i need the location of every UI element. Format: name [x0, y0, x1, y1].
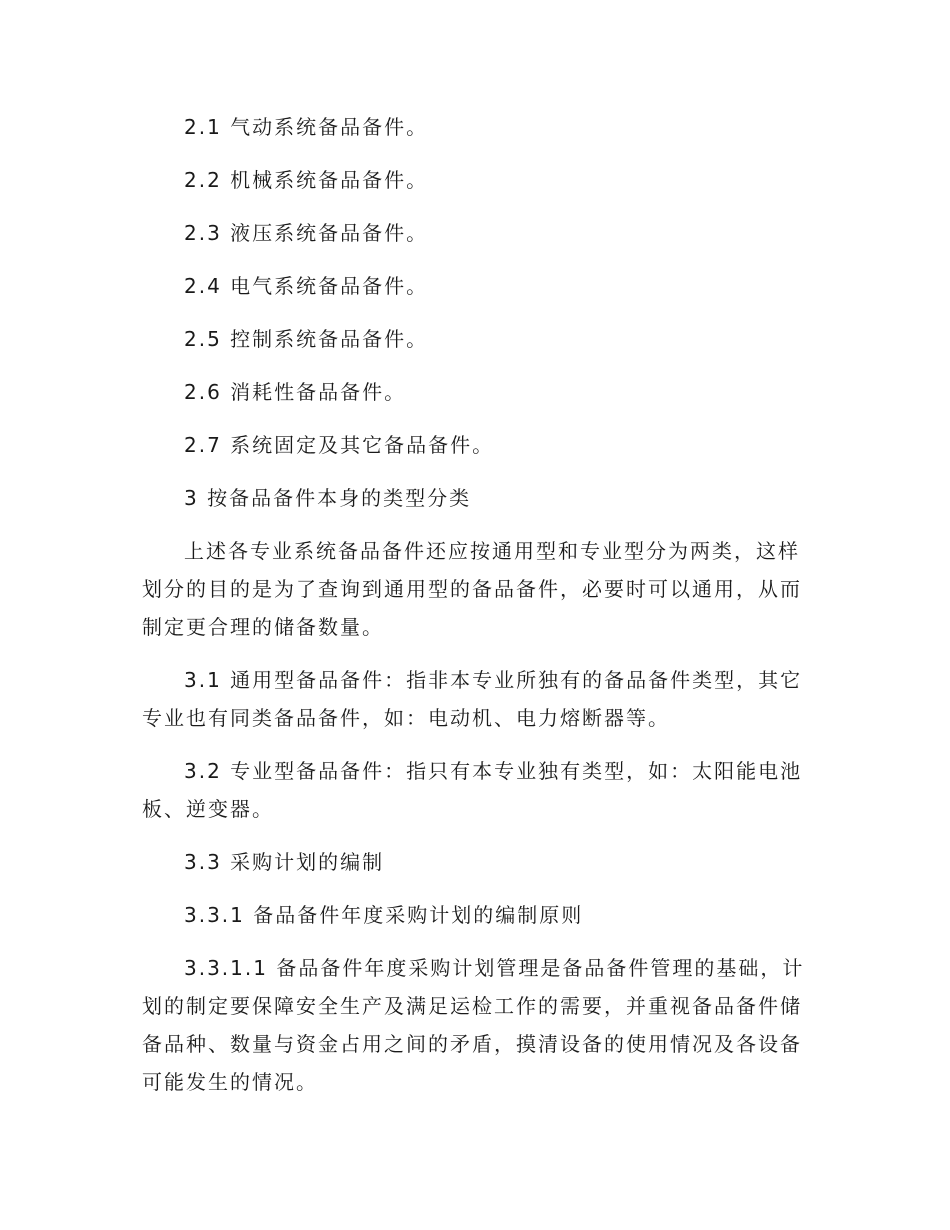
list-item-2-4: 2.4 电气系统备品备件。	[184, 274, 429, 298]
paragraph-line: 3.2 专业型备品备件：指只有本专业独有类型，如：太阳能电池	[184, 759, 803, 783]
paragraph-classification-note	[142, 532, 807, 646]
list-item-2-5: 2.5 控制系统备品备件。	[184, 327, 429, 351]
list-item-2-1: 2.1 气动系统备品备件。	[184, 115, 429, 139]
paragraph-line: 划分的目的是为了查询到通用型的备品备件，必要时可以通用，从而	[142, 577, 802, 601]
section-heading-3: 3 按备品备件本身的类型分类	[184, 486, 472, 510]
paragraph-line: 可能发生的情况。	[142, 1070, 318, 1094]
paragraph-line: 3.3.1.1 备品备件年度采购计划管理是备品备件管理的基础，计	[184, 956, 805, 980]
paragraph-general-parts	[142, 661, 807, 737]
paragraph-line: 板、逆变器。	[142, 797, 274, 821]
paragraph-line: 备品种、数量与资金占用之间的矛盾，摸清设备的使用情况及各设备	[142, 1032, 802, 1056]
paragraph-line: 上述各专业系统备品备件还应按通用型和专业型分为两类，这样	[184, 539, 800, 563]
paragraph-line: 划的制定要保障安全生产及满足运检工作的需要，并重视备品备件储	[142, 994, 802, 1018]
section-heading-3-3: 3.3 采购计划的编制	[184, 850, 385, 874]
list-item-2-7: 2.7 系统固定及其它备品备件。	[184, 433, 495, 457]
paragraph-annual-plan	[142, 949, 807, 1101]
list-item-2-2: 2.2 机械系统备品备件。	[184, 168, 429, 192]
paragraph-line: 3.1 通用型备品备件：指非本专业所独有的备品备件类型，其它	[184, 668, 803, 692]
paragraph-line: 专业也有同类备品备件，如：电动机、电力熔断器等。	[142, 706, 670, 730]
paragraph-special-parts	[142, 752, 807, 828]
document-body	[142, 108, 807, 1116]
paragraph-line: 制定更合理的储备数量。	[142, 615, 384, 639]
list-item-2-3: 2.3 液压系统备品备件。	[184, 221, 429, 245]
list-item-2-6: 2.6 消耗性备品备件。	[184, 380, 407, 404]
section-heading-3-3-1: 3.3.1 备品备件年度采购计划的编制原则	[184, 903, 584, 927]
